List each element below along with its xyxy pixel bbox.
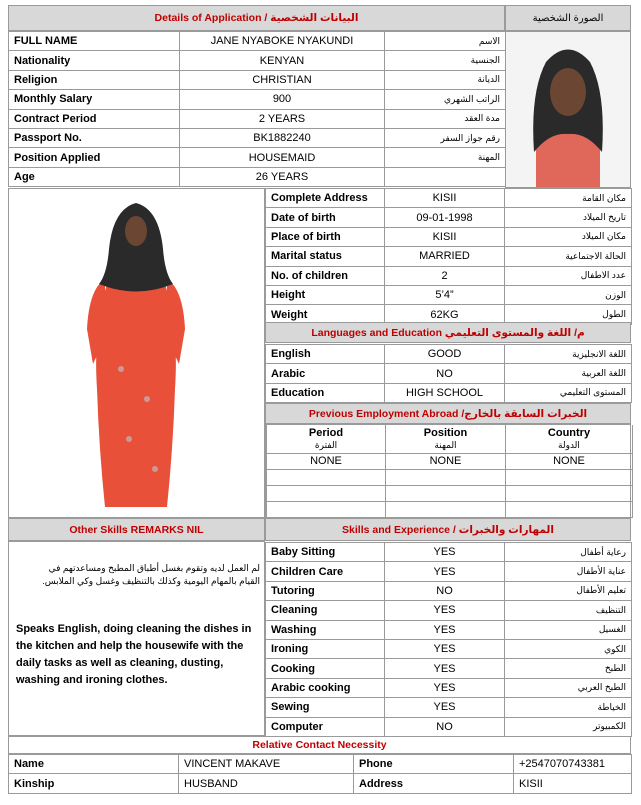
- skill-value: YES: [385, 543, 505, 562]
- skill-label: Children Care: [266, 562, 385, 581]
- personal-label: Monthly Salary: [9, 90, 180, 109]
- personal-label: FULL NAME: [9, 32, 180, 51]
- skill-label: Ironing: [266, 639, 385, 658]
- full-body-photo: [8, 188, 265, 518]
- language-arabic-label: اللغة الانجليزية: [505, 345, 632, 364]
- country-column-header: Country الدولة: [506, 425, 633, 453]
- skills-header: Skills and Experience / المهارات والخبرات: [265, 518, 631, 541]
- skill-row: [266, 639, 632, 658]
- personal-row: [9, 90, 506, 109]
- languages-header: Languages and Education م/ اللغة والمستوى التعليمي: [265, 322, 631, 343]
- personal-arabic-label: مدة العقد: [385, 109, 506, 128]
- detail-arabic-label: عدد الاطفال: [505, 266, 632, 285]
- details-table: [265, 188, 631, 325]
- skill-value: YES: [385, 562, 505, 581]
- skill-label: Tutoring: [266, 581, 385, 600]
- skill-arabic-label: الكمبيوتر: [505, 717, 632, 736]
- detail-label: Weight: [266, 305, 385, 324]
- skill-value: YES: [385, 659, 505, 678]
- skill-arabic-label: عناية الأطفال: [505, 562, 632, 581]
- skill-label: Computer: [266, 717, 385, 736]
- detail-label: Marital status: [266, 247, 385, 266]
- personal-row: [9, 51, 506, 70]
- detail-label: Place of birth: [266, 227, 385, 246]
- personal-table: [8, 31, 505, 187]
- skill-label: Arabic cooking: [266, 678, 385, 697]
- personal-label: Nationality: [9, 51, 180, 70]
- personal-value: HOUSEMAID: [180, 148, 385, 167]
- skill-label: Baby Sitting: [266, 543, 385, 562]
- skill-arabic-label: الكوي: [505, 639, 632, 658]
- skill-arabic-label: تعليم الأطفال: [505, 581, 632, 600]
- skill-row: [266, 717, 632, 736]
- detail-row: [266, 266, 632, 285]
- relative-address-label: Address: [354, 774, 514, 793]
- personal-label: Religion: [9, 70, 180, 89]
- personal-label: Position Applied: [9, 148, 180, 167]
- relative-name-label: Name: [9, 755, 179, 774]
- detail-arabic-label: مكان القامة: [505, 189, 632, 208]
- skill-value: YES: [385, 698, 505, 717]
- language-arabic-label: اللغة العربية: [505, 364, 632, 383]
- skill-value: YES: [385, 678, 505, 697]
- detail-row: [266, 208, 632, 227]
- language-value: GOOD: [385, 345, 505, 364]
- remarks-arabic: لم العمل لديه وتقوم بغسل أطباق المطبخ ومساعدتهم في القيام بالمهام اليومية وكذلك بالتنظيف وغسل وكي الملابس.: [42, 563, 260, 586]
- languages-table: [265, 344, 631, 403]
- detail-arabic-label: الحالة الاجتماعية: [505, 247, 632, 266]
- details-header: Details of Application / البيانات الشخصية: [8, 5, 505, 31]
- period-value: NONE: [267, 453, 386, 469]
- skills-table: [265, 542, 631, 737]
- skill-row: [266, 601, 632, 620]
- skill-row: [266, 659, 632, 678]
- skill-row: [266, 543, 632, 562]
- personal-row: [9, 109, 506, 128]
- personal-row: [9, 70, 506, 89]
- position-value: NONE: [386, 453, 506, 469]
- personal-label: Contract Period: [9, 109, 180, 128]
- detail-row: [266, 285, 632, 304]
- personal-label: Passport No.: [9, 128, 180, 147]
- relative-phone-value: +2547070743381: [514, 755, 632, 774]
- language-arabic-label: المستوى التعليمي: [505, 383, 632, 402]
- detail-arabic-label: الوزن: [505, 285, 632, 304]
- skill-row: [266, 562, 632, 581]
- detail-value: 62KG: [385, 305, 505, 324]
- personal-arabic-label: الديانة: [385, 70, 506, 89]
- personal-row: [9, 128, 506, 147]
- remarks-english: Speaks English, doing cleaning the dishes in the kitchen and help the housewife with the daily tasks as well as cleaning, dusting, washing and ironing clothes.: [16, 623, 252, 686]
- relative-phone-label: Phone: [354, 755, 514, 774]
- personal-value: BK1882240: [180, 128, 385, 147]
- personal-value: CHRISTIAN: [180, 70, 385, 89]
- relative-kinship-label: Kinship: [9, 774, 179, 793]
- language-row: [266, 345, 632, 364]
- headshot-photo: [505, 31, 631, 188]
- detail-label: No. of children: [266, 266, 385, 285]
- skill-arabic-label: رعاية أطفال: [505, 543, 632, 562]
- period-column-header: Period الفترة: [267, 425, 386, 453]
- relative-address-value: KISII: [514, 774, 632, 793]
- skill-label: Cooking: [266, 659, 385, 678]
- skill-value: YES: [385, 620, 505, 639]
- detail-value: 09-01-1998: [385, 208, 505, 227]
- position-column-header: Position المهنة: [386, 425, 506, 453]
- other-skills-header: Other Skills REMARKS NIL: [8, 518, 265, 541]
- skill-arabic-label: الطبخ: [505, 659, 632, 678]
- personal-value: 2 YEARS: [180, 109, 385, 128]
- language-value: NO: [385, 364, 505, 383]
- detail-arabic-label: تاريخ الميلاد: [505, 208, 632, 227]
- relative-kinship-value: HUSBAND: [179, 774, 354, 793]
- relative-name-value: VINCENT MAKAVE: [179, 755, 354, 774]
- personal-arabic-label: الجنسية: [385, 51, 506, 70]
- detail-label: Date of birth: [266, 208, 385, 227]
- skill-value: YES: [385, 639, 505, 658]
- personal-row: [9, 32, 506, 51]
- detail-value: KISII: [385, 227, 505, 246]
- detail-value: 5’4”: [385, 285, 505, 304]
- language-label: Arabic: [266, 364, 385, 383]
- photo-header: الصورة الشخصية: [505, 5, 631, 31]
- detail-row: [266, 189, 632, 208]
- personal-label: Age: [9, 167, 180, 186]
- skill-arabic-label: الخياطة: [505, 698, 632, 717]
- skill-arabic-label: الغسيل: [505, 620, 632, 639]
- skill-label: Washing: [266, 620, 385, 639]
- detail-arabic-label: مكان الميلاد: [505, 227, 632, 246]
- skill-row: [266, 620, 632, 639]
- skill-row: [266, 678, 632, 697]
- employment-header: Previous Employment Abroad /الخبرات السابقة بالخارج: [265, 403, 631, 424]
- country-value: NONE: [506, 453, 633, 469]
- skill-arabic-label: التنظيف: [505, 601, 632, 620]
- employment-table: [265, 424, 631, 518]
- detail-row: [266, 227, 632, 246]
- skill-row: [266, 698, 632, 717]
- skill-value: NO: [385, 717, 505, 736]
- skill-label: Sewing: [266, 698, 385, 717]
- detail-row: [266, 247, 632, 266]
- skill-value: YES: [385, 601, 505, 620]
- skill-label: Cleaning: [266, 601, 385, 620]
- personal-value: 900: [180, 90, 385, 109]
- language-label: English: [266, 345, 385, 364]
- detail-arabic-label: الطول: [505, 305, 632, 324]
- personal-value: JANE NYABOKE NYAKUNDI: [180, 32, 385, 51]
- detail-label: Height: [266, 285, 385, 304]
- personal-arabic-label: [385, 167, 506, 186]
- language-row: [266, 364, 632, 383]
- relative-header: Relative Contact Necessity: [8, 736, 631, 754]
- language-row: [266, 383, 632, 402]
- skill-value: NO: [385, 581, 505, 600]
- detail-label: Complete Address: [266, 189, 385, 208]
- personal-row: [9, 148, 506, 167]
- detail-value: KISII: [385, 189, 505, 208]
- language-value: HIGH SCHOOL: [385, 383, 505, 402]
- detail-value: MARRIED: [385, 247, 505, 266]
- personal-arabic-label: المهنة: [385, 148, 506, 167]
- personal-value: KENYAN: [180, 51, 385, 70]
- personal-arabic-label: الراتب الشهري: [385, 90, 506, 109]
- personal-row: [9, 167, 506, 186]
- personal-value: 26 YEARS: [180, 167, 385, 186]
- skill-row: [266, 581, 632, 600]
- skill-arabic-label: الطبخ العربي: [505, 678, 632, 697]
- detail-value: 2: [385, 266, 505, 285]
- relative-table: [8, 754, 631, 794]
- language-label: Education: [266, 383, 385, 402]
- personal-arabic-label: الاسم: [385, 32, 506, 51]
- personal-arabic-label: رقم جواز السفر: [385, 128, 506, 147]
